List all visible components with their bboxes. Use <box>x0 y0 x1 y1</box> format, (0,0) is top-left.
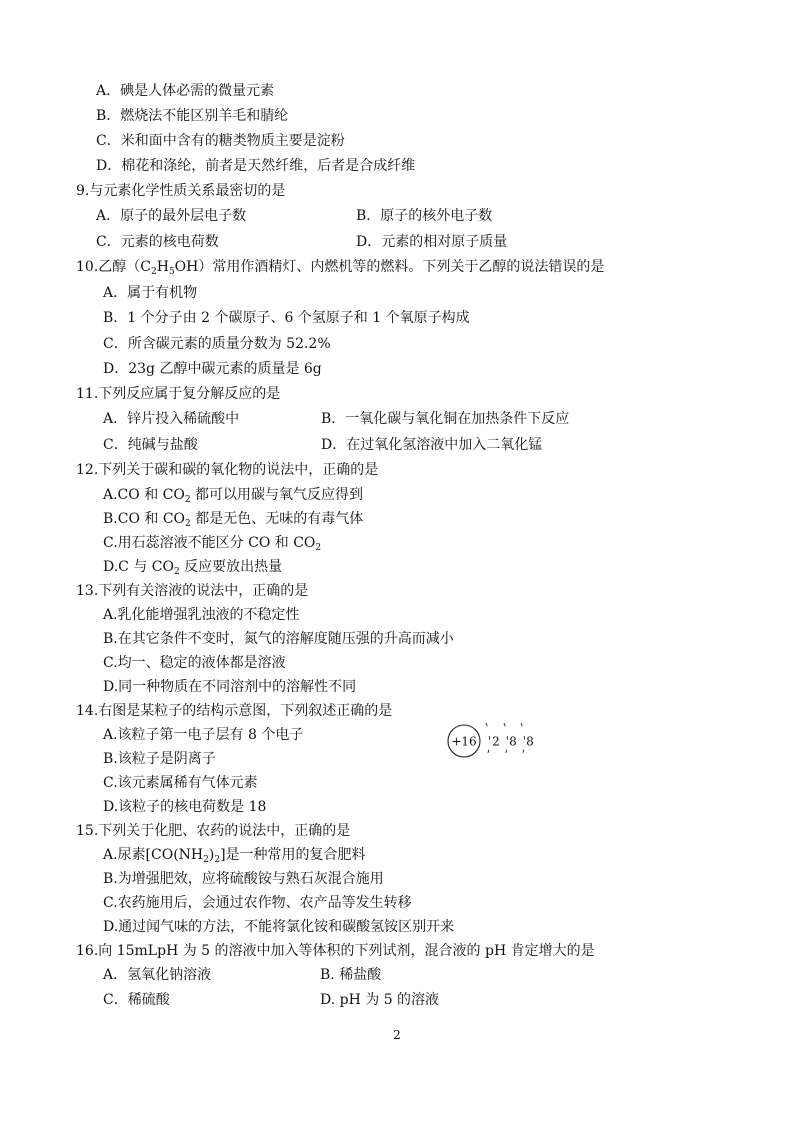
option-12c: C.用石蕊溶液不能区分 CO 和 $CO_2$ <box>103 535 322 553</box>
option-11c: C．纯碱与盐酸 <box>103 437 198 453</box>
shell-3-electrons: 8 <box>526 734 534 749</box>
shell-arc-3 <box>521 723 525 759</box>
shell-arc-2 <box>504 723 508 759</box>
atom-structure-diagram <box>444 716 544 766</box>
option-12d: D.C 与 $CO_2$ 反应要放出热量 <box>103 559 283 577</box>
option-14d: D.该粒子的核电荷数是 18 <box>103 799 267 815</box>
question-10: 10.乙醇$(C_2H_5OH)$常用作酒精灯、内燃机等的燃料。下列关于乙醇的说法错误的是 <box>76 259 605 277</box>
option-16d: D. pH 为 5 的溶液 <box>320 992 440 1008</box>
option-11d: D．在过氧化氢溶液中加入二氧化锰 <box>321 437 543 453</box>
option-10c: C．所含碳元素的质量分数为 52.2% <box>103 336 331 352</box>
question-15: 15.下列关于化肥、农药的说法中，正确的是 <box>76 823 351 839</box>
option-12a: A.CO 和 $CO_2$ 都可以用碳与氧气反应得到 <box>103 487 364 505</box>
option-16a: A．氢氧化钠溶液 <box>103 967 212 983</box>
option-8d: D．棉花和涤纶，前者是天然纤维，后者是合成纤维 <box>96 158 416 174</box>
option-14a: A.该粒子第一电子层有 8 个电子 <box>103 727 304 743</box>
question-13: 13.下列有关溶液的说法中，正确的是 <box>76 583 309 599</box>
question-16: 16.向 15mLpH 为 5 的溶液中加入等体积的下列试剂，混合液的 pH 肯定增大的是 <box>76 943 595 959</box>
option-10b: B．1 个分子由 2 个碳原子、6 个氢原子和 1 个氧原子构成 <box>103 310 470 326</box>
option-9a: A．原子的最外层电子数 <box>96 208 247 224</box>
question-14: 14.右图是某粒子的结构示意图，下列叙述正确的是 <box>76 703 393 719</box>
option-16c: C．稀硫酸 <box>103 992 170 1008</box>
option-10d: D．23g 乙醇中碳元素的质量是 6g <box>103 361 322 377</box>
nucleus-charge: +16 <box>451 734 477 749</box>
option-16b: B. 稀盐酸 <box>320 967 382 983</box>
option-13b: B.在其它条件不变时，氮气的溶解度随压强的升高而减小 <box>103 631 454 647</box>
question-12: 12.下列关于碳和碳的氧化物的说法中，正确的是 <box>76 462 379 478</box>
option-14c: C.该元素属稀有气体元素 <box>103 775 258 791</box>
option-8c: C．米和面中含有的糖类物质主要是淀粉 <box>96 133 345 149</box>
question-11: 11.下列反应属于复分解反应的是 <box>76 386 281 402</box>
option-13a: A.乳化能增强乳浊液的不稳定性 <box>103 607 300 623</box>
page-number: 2 <box>393 1028 401 1042</box>
shell-arc-1 <box>486 723 490 759</box>
option-9c: C．元素的核电荷数 <box>96 234 219 250</box>
option-10a: A．属于有机物 <box>103 285 198 301</box>
option-13d: D.同一种物质在不同溶剂中的溶解性不同 <box>103 679 357 695</box>
option-15d: D.通过闻气味的方法，不能将氯化铵和碳酸氢铵区别开来 <box>103 919 455 935</box>
shell-2-electrons: 8 <box>509 734 517 749</box>
question-9: 9.与元素化学性质关系最密切的是 <box>76 183 286 199</box>
option-8a: A．碘是人体必需的微量元素 <box>96 83 275 99</box>
option-12b: B.CO 和 $CO_2$ 都是无色、无味的有毒气体 <box>103 511 364 529</box>
option-9d: D．元素的相对原子质量 <box>356 234 508 250</box>
option-8b: B．燃烧法不能区别羊毛和腈纶 <box>96 108 289 124</box>
option-13c: C.均一、稳定的液体都是溶液 <box>103 655 286 671</box>
option-14b: B.该粒子是阴离子 <box>103 751 216 767</box>
shell-1-electrons: 2 <box>492 734 500 749</box>
option-15c: C.农药施用后，会通过农作物、农产品等发生转移 <box>103 895 412 911</box>
option-15a: A.尿素$[CO(NH_2)_2]$是一种常用的复合肥料 <box>103 847 366 865</box>
option-11a: A．锌片投入稀硫酸中 <box>103 411 240 427</box>
option-11b: B．一氧化碳与氧化铜在加热条件下反应 <box>321 411 570 427</box>
option-9b: B．原子的核外电子数 <box>356 208 493 224</box>
option-15b: B.为增强肥效，应将硫酸铵与熟石灰混合施用 <box>103 871 384 887</box>
